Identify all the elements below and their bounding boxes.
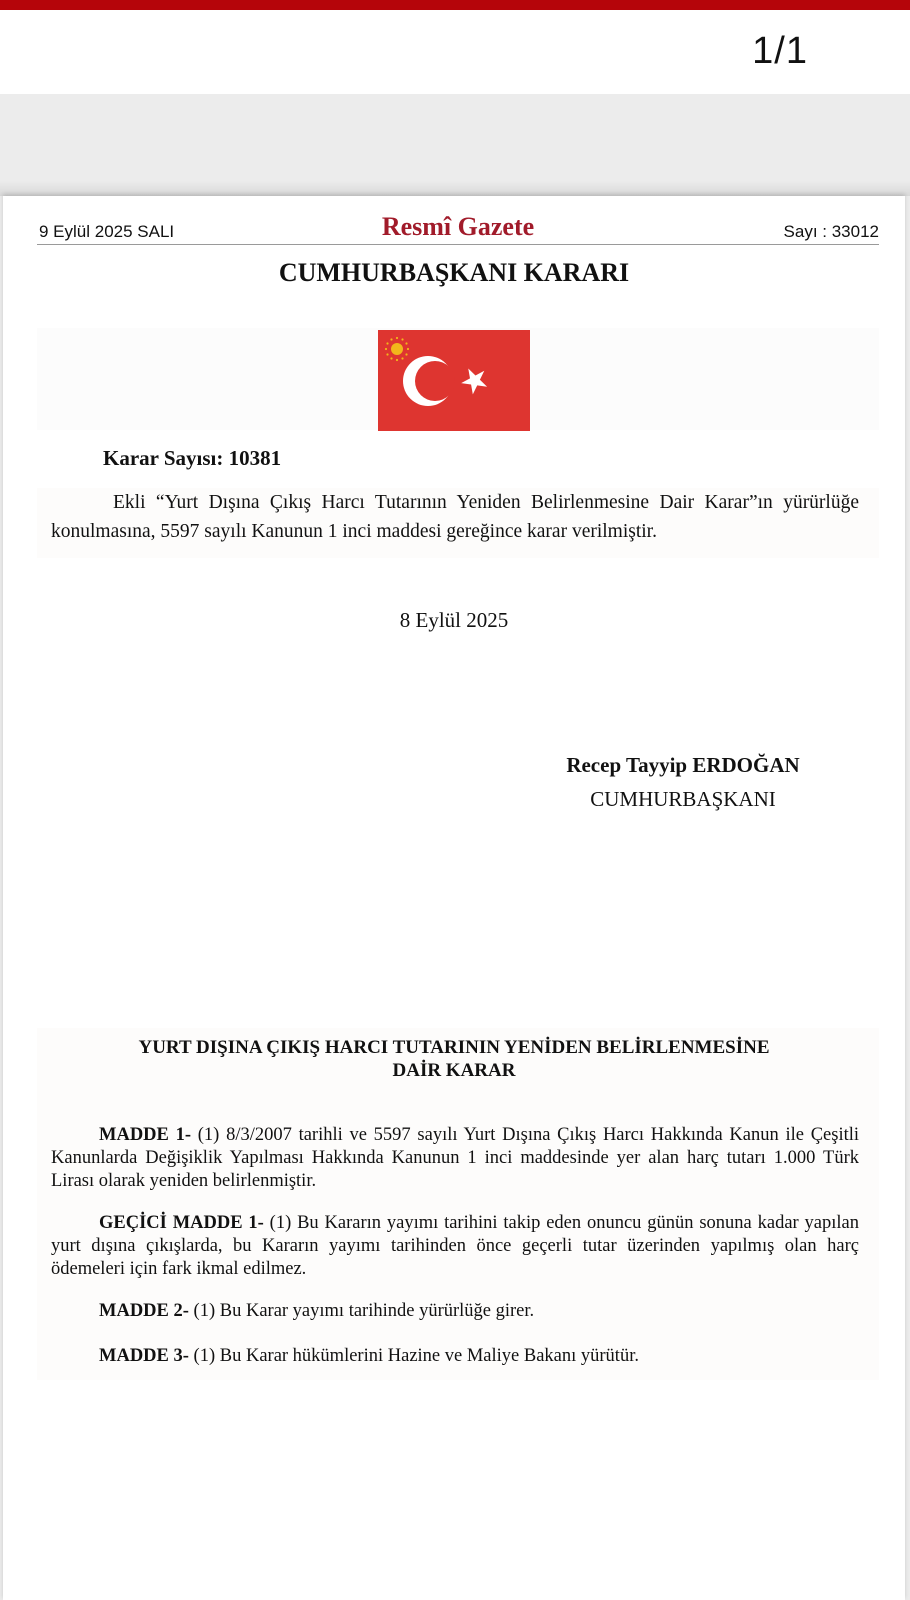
article-label: MADDE 3-: [99, 1346, 189, 1366]
article-label: MADDE 1-: [99, 1125, 192, 1145]
article-label: GEÇİCİ MADDE 1-: [99, 1213, 264, 1233]
article-2: [51, 1300, 859, 1323]
viewer-background: [0, 94, 910, 196]
signer-title: CUMHURBAŞKANI: [590, 787, 776, 811]
article-text: (1) Bu Karar hükümlerini Hazine ve Maliye Bakanı yürütür.: [188, 1346, 639, 1366]
article-text: (1) Bu Karar yayımı tarihinde yürürlüğe girer.: [188, 1301, 535, 1321]
document-type-heading: CUMHURBAŞKANI KARARI: [278, 258, 630, 287]
signature-date: 8 Eylül 2025: [399, 608, 509, 632]
gazette-issue-number: Sayı : 33012: [783, 222, 879, 241]
decree-title-line-2: DAİR KARAR: [392, 1060, 516, 1081]
article-3: [51, 1345, 859, 1368]
article-text: (1) 8/3/2007 tarihli ve 5597 sayılı Yurt Dışına Çıkış Harcı Hakkında Kanun ile Çeşitli Kanunlarda Değişiklik Yapılması Hakkında Kanunun 1 inci maddesinde yer alan harç tutarı 1.000 Türk Lirası olarak yeniden belirlenmiştir.: [51, 1125, 859, 1191]
page-counter: 1/1: [752, 30, 808, 72]
signer-name: Recep Tayyip ERDOĞAN: [566, 753, 800, 777]
signature-block: [553, 748, 813, 816]
decision-number: Karar Sayısı: 10381: [103, 446, 282, 470]
decree-title-line-1: YURT DIŞINA ÇIKIŞ HARCI TUTARININ YENİDEN BELİRLENMESİNE: [138, 1037, 770, 1058]
gazette-date: 9 Eylül 2025 SALI: [39, 222, 175, 241]
article-text: (1) Bu Kararın yayımı tarihini takip eden onuncu günün sonuna kadar yapılan yurt dışına çıkışlarda, bu Kararın yayımı tarihinden önce geçerli tutar üzerinden yapılmış olan harç ödemeleri için fark ikmal edilmez.: [51, 1213, 859, 1279]
article-label: MADDE 2-: [99, 1301, 189, 1321]
gazette-header: [37, 206, 879, 245]
document-page[interactable]: [3, 196, 905, 1600]
gazette-title: Resmî Gazete: [381, 212, 535, 241]
decree-title: [3, 1036, 905, 1082]
top-accent-bar: [0, 0, 910, 10]
intro-paragraph: Ekli “Yurt Dışına Çıkış Harcı Tutarının Yeniden Belirlenmesine Dair Karar”ın yürürlüğe konulmasına, 5597 sayılı Kanunun 1 inci maddesi gereğince karar verilmiştir.: [51, 492, 859, 542]
temporary-article-1: [51, 1212, 859, 1281]
viewer-header: [0, 10, 910, 94]
article-1: [51, 1124, 859, 1193]
turkish-presidential-flag-icon: [378, 330, 530, 431]
